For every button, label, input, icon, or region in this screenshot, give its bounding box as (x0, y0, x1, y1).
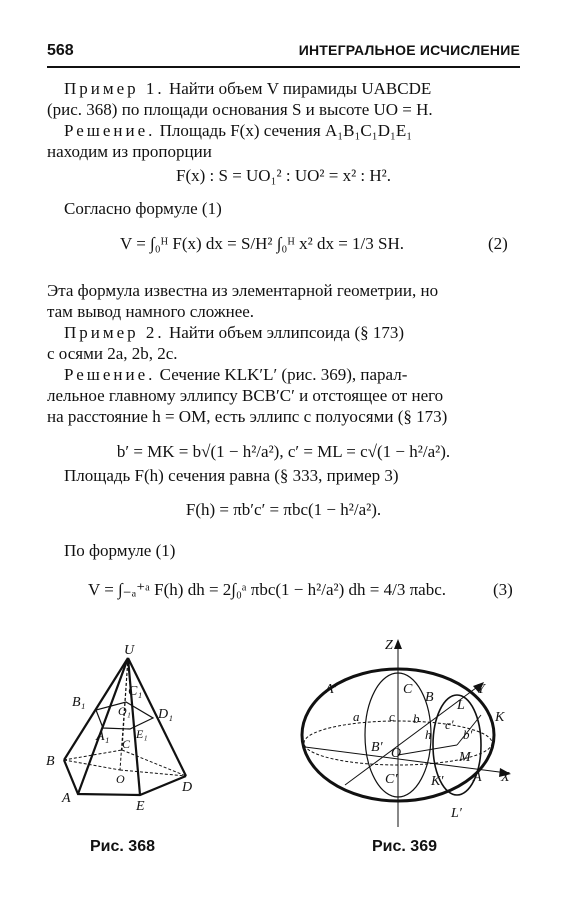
para-known-line2: там вывод намного сложнее. (47, 302, 255, 321)
formula-proportion: F(x) : S = UO₁² : UO² = x² : H². (175, 166, 392, 185)
label-k-prime: K′ (431, 774, 444, 789)
label-y: Y (477, 682, 485, 697)
label-u: U (124, 643, 135, 658)
figure-368-pyramid (40, 640, 240, 830)
solution2-label: Решение. (64, 365, 156, 384)
equation-number-2: (2) (488, 234, 508, 253)
label-e1: E₁ (136, 727, 148, 741)
label-l-prime: L′ (451, 806, 462, 821)
label-a1: A₁ (96, 729, 110, 744)
label-c-prime-semi: c′ (445, 717, 454, 732)
label-a-semi: a (353, 709, 360, 724)
label-b-semi: b (413, 711, 420, 726)
arrow-z (394, 639, 402, 649)
label-k: K (495, 710, 505, 725)
base-diagonal (64, 760, 120, 770)
label-d: D (182, 780, 193, 795)
label-c: C (122, 737, 131, 751)
label-o1: O₁ (118, 704, 131, 718)
page-number: 568 (47, 42, 74, 59)
caption-fig-368: Рис. 368 (90, 838, 155, 855)
caption-fig-369: Рис. 369 (372, 838, 437, 855)
label-a-point: A (473, 770, 482, 785)
label-o: O (391, 746, 402, 761)
label-d1: D₁ (158, 707, 173, 722)
example2-label: Пример 2. (64, 323, 165, 342)
label-c-prime: C′ (385, 772, 398, 787)
text-area: Площадь F(h) сечения равна (§ 333, пример 3) (64, 466, 399, 485)
segment-om (398, 745, 457, 755)
label-c-semi: c (389, 709, 395, 724)
label-e: E (136, 799, 145, 814)
label-b-prime: B′ (371, 740, 383, 755)
solution2-line2: лельное главному эллипсу BCB′C′ и отстоящее от него (47, 386, 444, 405)
solution2-line1 (64, 364, 407, 386)
label-l: L (457, 698, 465, 713)
base-back-edge-cd (122, 750, 186, 776)
label-z: Z (385, 638, 393, 653)
example1-label: Пример 1. (64, 79, 165, 98)
base-front-edges (64, 760, 186, 795)
solution1-label: Решение. (64, 121, 156, 140)
base-diagonal-2 (120, 770, 186, 776)
label-o: O (116, 772, 125, 786)
solution1-line1 (64, 120, 412, 142)
example1-line2: (рис. 368) по площади основания S и высоте UO = H. (47, 100, 433, 119)
label-b: B (46, 754, 55, 769)
page-header (47, 40, 520, 68)
example2-line1 (64, 322, 404, 344)
example1-line1 (64, 78, 431, 100)
formula-ellipsoid: V = ∫₋ₐ⁺ᵃ F(h) dh = 2∫₀ᵃ πbc(1 − h²/a²) dh = 4/3 πabc. (87, 580, 447, 599)
example2-text: Найти объем эллипсоида (§ 173) (168, 323, 405, 342)
label-c-top: C (403, 682, 413, 697)
label-a: A (62, 791, 71, 806)
figure-369-ellipsoid (285, 635, 525, 830)
label-c1: C₁ (128, 684, 143, 699)
formula-volume: V = ∫₀ᴴ F(x) dx = S/H² ∫₀ᴴ x² dx = 1/3 SH. (119, 234, 404, 253)
label-x: X (501, 770, 510, 785)
label-b1: B₁ (72, 695, 86, 710)
example1-text: Найти объем V пирамиды UABCDE (168, 79, 432, 98)
solution2-line3: на расстояние h = OM, есть эллипс с полуосями (§ 173) (47, 407, 448, 426)
label-m: M (459, 750, 471, 765)
solution1-line2: находим из пропорции (47, 142, 212, 161)
label-b-prime-semi: b′ (463, 727, 473, 742)
label-h: h (425, 727, 432, 742)
formula-area: F(h) = πb′c′ = πbc(1 − h²/a²). (185, 500, 382, 519)
label-a-prime: A′ (325, 682, 337, 697)
equation-number-3: (3) (493, 580, 513, 599)
solution1-text: Площадь F(x) сечения A₁B₁C₁D₁E₁ (159, 121, 413, 140)
example2-line2: с осями 2a, 2b, 2c. (47, 344, 178, 363)
para-known-line1: Эта формула известна из элементарной геометрии, но (47, 281, 439, 300)
text-formula1b: По формуле (1) (64, 541, 176, 560)
label-b-point: B (425, 690, 434, 705)
solution2-text: Сечение KLK′L′ (рис. 369), парал- (159, 365, 408, 384)
running-title: ИНТЕГРАЛЬНОЕ ИСЧИСЛЕНИЕ (298, 42, 520, 58)
text-formula1: Согласно формуле (1) (64, 199, 222, 218)
formula-semiaxes: b′ = MK = b√(1 − h²/a²), c′ = ML = c√(1 − h²/a²). (116, 442, 451, 461)
